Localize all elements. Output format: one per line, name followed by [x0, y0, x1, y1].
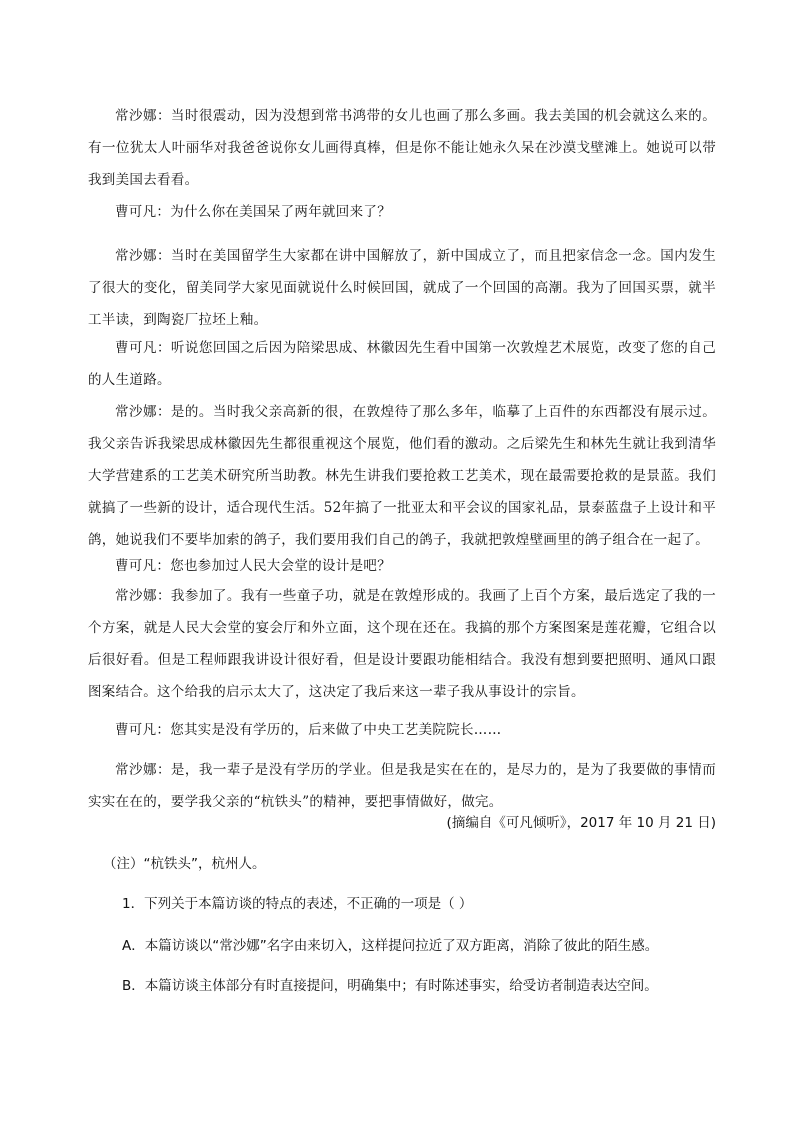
- option-b: B．本篇访谈主体部分有时直接提问，明确集中；有时陈述事实，给受访者制造表达空间。: [122, 978, 658, 994]
- paragraph-8: 曹可凡：您其实是没有学历的，后来做了中央工艺美院院长……: [115, 721, 502, 738]
- option-a: A．本篇访谈以“常沙娜”名字由来切入，这样提问拉近了双方距离，消除了彼此的陌生感。: [122, 938, 659, 954]
- paragraph-6: 曹可凡：您也参加过人民大会堂的设计是吧？: [115, 557, 391, 574]
- paragraph-3: 常沙娜：当时在美国留学生大家都在讲中国解放了，新中国成立了，而且把家信念一念。国内发生了很大的变化，留美同学大家见面就说什么时候回国，就成了一个回国的高潮。我为了回国买票，就半工半读，到陶瓷厂拉坯上釉。: [88, 247, 716, 328]
- paragraph-9: 常沙娜：是，我一辈子是没有学历的学业。但是我是实在在的，是尽力的，是为了我要做的事情而实实在在的，要学我父亲的“杭铁头”的精神，要把事情做好，做完。: [88, 761, 716, 810]
- source-citation: (摘编自《可凡倾听》，2017 年 10 月 21 日): [446, 815, 716, 831]
- paragraph-4: 曹可凡：听说您回国之后因为陪梁思成、林徽因先生看中国第一次敦煌艺术展览，改变了您的自己的人生道路。: [88, 339, 716, 388]
- paragraph-7: 常沙娜：我参加了。我有一些童子功，就是在敦煌形成的。我画了上百个方案，最后选定了我的一个方案，就是人民大会堂的宴会厅和外立面，这个现在还在。我搞的那个方案图案是莲花瓣，它组合以后很好看。但是工程师跟我讲设计很好看，但是设计要跟功能相结合。我没有想到要把照明、通风口跟图案结合。这个给我的启示太大了，这决定了我后来这一辈子我从事设计的宗旨。: [88, 587, 716, 700]
- paragraph-1: 常沙娜：当时很震动，因为没想到常书鸿带的女儿也画了那么多画。我去美国的机会就这么来的。有一位犹太人叶丽华对我爸爸说你女儿画得真棒，但是你不能让她永久呆在沙漠戈壁滩上。她说可以带我到美国去看看。: [88, 107, 716, 188]
- paragraph-5: 常沙娜：是的。当时我父亲高新的很，在敦煌待了那么多年，临摹了上百件的东西都没有展示过。我父亲告诉我梁思成林徽因先生都很重视这个展览，他们看的激动。之后梁先生和林先生就让我到清华大学营建系的工艺美术研究所当助教。林先生讲我们要抢救工艺美术，现在最需要抢救的是景蓝。我们就搞了一些新的设计，适合现代生活。52年搞了一批亚太和平会议的国家礼品，景泰蓝盘子上设计和平鸽，她说我们不要毕加索的鸽子，我们要用我们自己的鸽子，我就把敦煌壁画里的鸽子组合在一起了。: [88, 403, 716, 548]
- paragraph-2: 曹可凡：为什么你在美国呆了两年就回来了？: [115, 203, 391, 220]
- question-stem: 1．下列关于本篇访谈的特点的表述，不正确的一项是（ ）: [122, 896, 473, 912]
- footnote: （注）“杭铁头”，杭州人。: [103, 856, 266, 872]
